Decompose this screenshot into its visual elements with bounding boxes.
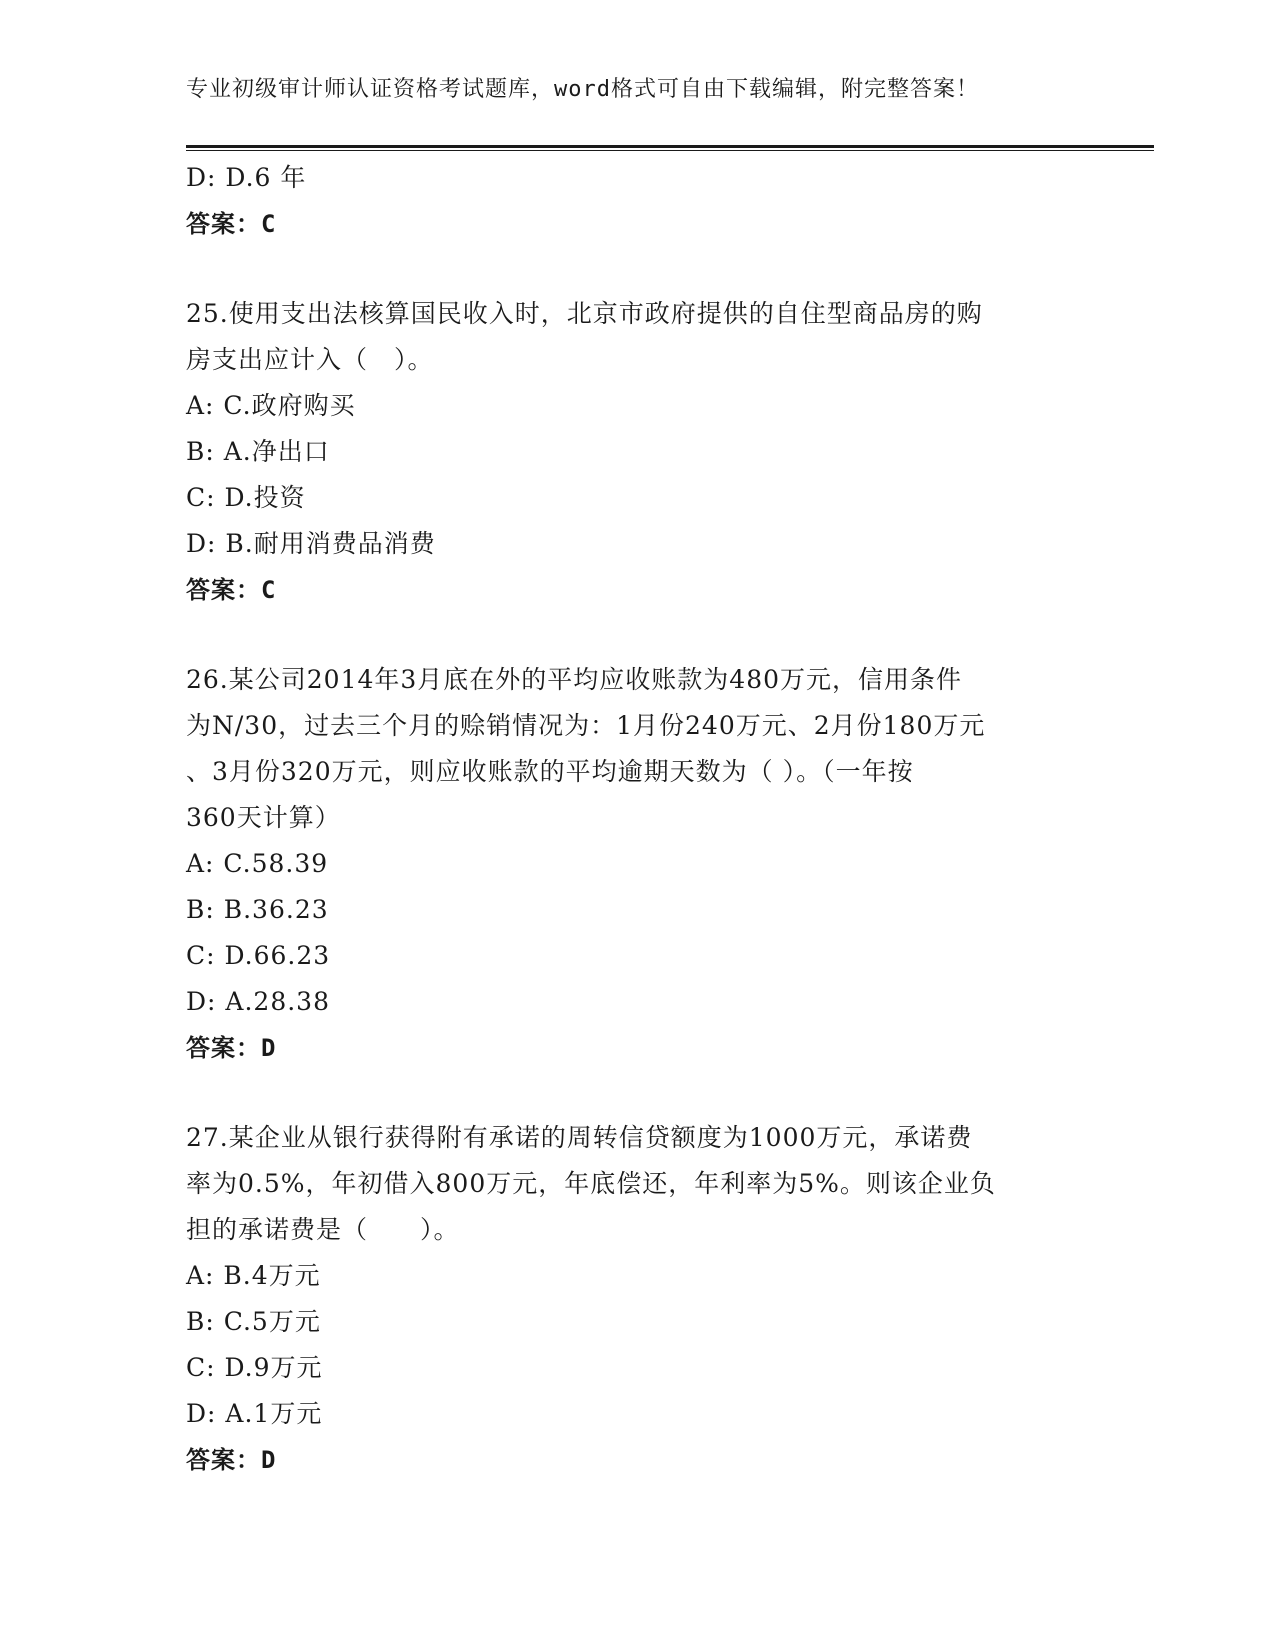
document-body <box>186 155 1086 1483</box>
prev-question-block <box>186 155 1086 247</box>
spacer <box>186 613 1086 657</box>
option-b: B: A.净出口 <box>186 437 330 466</box>
answer-line: 答案：D <box>186 1034 277 1062</box>
question-stem: 25.使用支出法核算国民收入时，北京市政府提供的自住型商品房的购 <box>186 299 983 328</box>
header-rule <box>186 145 1154 151</box>
option-d: D: A.28.38 <box>186 987 330 1016</box>
option-d: D: A.1万元 <box>186 1399 323 1428</box>
question-27 <box>186 1115 1086 1483</box>
option-c: C: D.66.23 <box>186 941 331 970</box>
question-stem: 房支出应计入（ ）。 <box>186 345 434 374</box>
option-c: C: D.投资 <box>186 483 306 512</box>
option-a: A: C.58.39 <box>186 849 329 878</box>
option-a: A: B.4万元 <box>186 1261 321 1290</box>
question-stem: 26.某公司2014年3月底在外的平均应收账款为480万元，信用条件 <box>186 665 963 694</box>
option-c: C: D.9万元 <box>186 1353 323 1382</box>
question-stem: 、3月份320万元，则应收账款的平均逾期天数为（ ）。（一年按 <box>186 757 914 786</box>
spacer <box>186 247 1086 291</box>
question-stem: 为N/30，过去三个月的赊销情况为：1月份240万元、2月份180万元 <box>186 711 986 740</box>
page-header: 专业初级审计师认证资格考试题库，word格式可自由下载编辑，附完整答案！ <box>186 77 979 102</box>
question-stem: 27.某企业从银行获得附有承诺的周转信贷额度为1000万元，承诺费 <box>186 1123 973 1152</box>
question-25 <box>186 291 1086 613</box>
question-26 <box>186 657 1086 1071</box>
option-d: D: B.耐用消费品消费 <box>186 529 436 558</box>
question-stem: 担的承诺费是（ ）。 <box>186 1215 460 1244</box>
option-a: A: C.政府购买 <box>186 391 356 420</box>
answer-line: 答案：C <box>186 576 277 604</box>
option-b: B: C.5万元 <box>186 1307 321 1336</box>
answer-line: 答案：C <box>186 210 277 238</box>
spacer <box>186 1071 1086 1115</box>
question-stem: 360天计算） <box>186 803 341 832</box>
option-b: B: B.36.23 <box>186 895 329 924</box>
option-line: D: D.6 年 <box>186 163 307 192</box>
answer-line: 答案：D <box>186 1446 277 1474</box>
question-stem: 率为0.5%，年初借入800万元，年底偿还，年利率为5%。则该企业负 <box>186 1169 996 1198</box>
